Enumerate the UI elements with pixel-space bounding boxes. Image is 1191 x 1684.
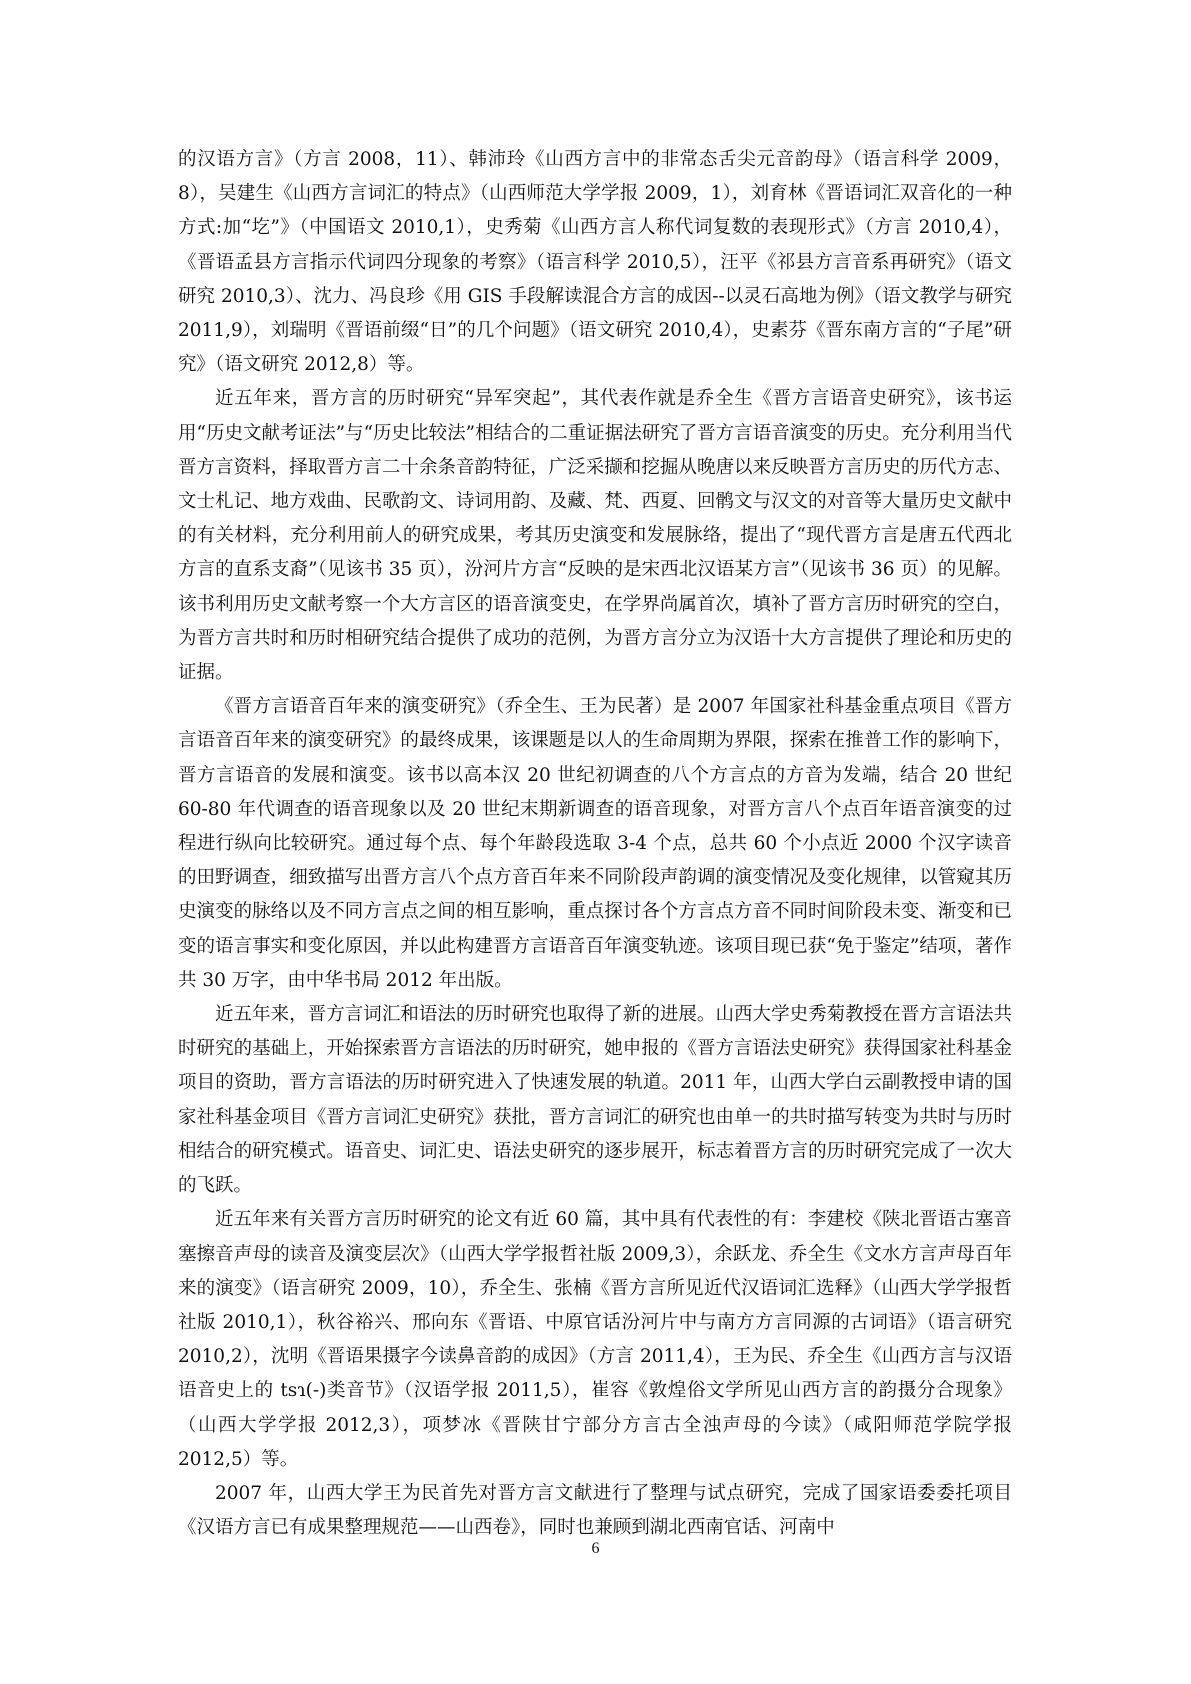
page-number: 6 <box>591 1540 600 1557</box>
paragraph-4: 近五年来，晋方言词汇和语法的历时研究也取得了新的进展。山西大学史秀菊教授在晋方言语法共时研究的基础上，开始探索晋方言语法的历时研究，她申报的《晋方言语法史研究》获得国家社科基金项目的资助，晋方言语法的历时研究进入了快速发展的轨道。2011 年，山西大学白云副教授申请的国家社科基金项目《晋方言词汇史研究》获批，晋方言词汇的研究也由单一的共时描写转变为共时与历时相结合的研究模式。语音史、词汇史、语法史研究的逐步展开，标志着晋方言的历时研究完成了一次大的飞跃。 <box>178 1004 1012 1197</box>
paragraph-2: 近五年来，晋方言的历时研究“异军突起”，其代表作就是乔全生《晋方言语音史研究》，该书运用“历史文献考证法”与“历史比较法”相结合的二重证据法研究了晋方言语音演变的历史。充分利用当代晋方言资料，择取晋方言二十余条音韵特征，广泛采撷和挖掘从晚唐以来反映晋方言历史的历代方志、文士札记、地方戏曲、民歌韵文、诗词用韵、及藏、梵、西夏、回鹘文与汉文的对音等大量历史文献中的有关材料，充分利用前人的研究成果，考其历史演变和发展脉络，提出了“现代晋方言是唐五代西北方言的直系支裔”（见该书 35 页），汾河片方言“反映的是宋西北汉语某方言”（见该书 36 页）的见解。该书利用历史文献考察一个大方言区的语音演变史，在学界尚属首次，填补了晋方言历时研究的空白，为晋方言共时和历时相研究结合提供了成功的范例，为晋方言分立为汉语十大方言提供了理论和历史的证据。 <box>178 388 1012 684</box>
paragraph-3: 《晋方言语音百年来的演变研究》（乔全生、王为民著）是 2007 年国家社科基金重点项目《晋方言语音百年来的演变研究》的最终成果，该课题是以人的生命周期为界限，探索在推普工作的影响下，晋方言语音的发展和演变。该书以高本汉 20 世纪初调查的八个方言点的方音为发端，结合 20 世纪 60-80 年代调查的语音现象以及 20 世纪末期新调查的语音现象，对晋方言八个点百年语音演变的过程进行纵向比较研究。通过每个点、每个年龄段选取 3-4 个点，总共 60 个小点近 2000 个汉字读音的田野调查，细致描写出晋方言八个点方音百年来不同阶段声韵调的演变情况及变化规律，以管窥其历史演变的脉络以及不同方言点之间的相互影响，重点探讨各个方言点方音不同时间阶段未变、渐变和已变的语言事实和变化原因，并以此构建晋方言语音百年演变轨迹。该项目现已获“免于鉴定”结项，著作共 30 万字，由中华书局 2012 年出版。 <box>178 696 1012 991</box>
paragraph-5: 近五年来有关晋方言历时研究的论文有近 60 篇，其中具有代表性的有：李建校《陕北晋语古塞音塞擦音声母的读音及演变层次》（山西大学学报哲社版 2009,3），余跃龙、乔全生《文水方言声母百年来的演变》（语言研究 2009，10），乔全生、张楠《晋方言所见近代汉语词汇选释》（山西大学学报哲社版 2010,1），秋谷裕兴、邢向东《晋语、中原官话汾河片中与南方方言同源的古词语》（语言研究 2010,2），沈明《晋语果摄字今读鼻音韵的成因》（方言 2011,4），王为民、乔全生《山西方言与汉语语音史上的 tsɿ(-)类音节》（汉语学报 2011,5），崔容《敦煌俗文学所见山西方言的韵摄分合现象》（山西大学学报 2012,3），项梦冰《晋陕甘宁部分方言古全浊声母的今读》（咸阳师范学院学报 2012,5）等。 <box>178 1209 1012 1470</box>
paragraph-6: 2007 年，山西大学王为民首先对晋方言文献进行了整理与试点研究，完成了国家语委委托项目《汉语方言已有成果整理规范——山西卷》，同时也兼顾到湖北西南官话、河南中 <box>178 1482 1012 1539</box>
paragraph-1: 的汉语方言》（方言 2008，11）、韩沛玲《山西方言中的非常态舌尖元音韵母》（语言科学 2009，8），吴建生《山西方言词汇的特点》（山西师范大学学报 2009，1），刘育林《晋语词汇双音化的一种方式:加“圪”》（中国语文 2010,1），史秀菊《山西方言人称代词复数的表现形式》（方言 2010,4），《晋语孟县方言指示代词四分现象的考察》（语言科学 2010,5），汪平《祁县方言音系再研究》（语文研究 2010,3）、沈力、冯良珍《用 GIS 手段解读混合方言的成因--以灵石高地为例》（语文教学与研究 2011,9），刘瑞明《晋语前缀“日”的几个问题》（语文研究 2010,4），史素芬《晋东南方言的“子尾”研究》（语文研究 2012,8）等。 <box>178 149 1012 376</box>
body-text <box>178 143 1012 1545</box>
